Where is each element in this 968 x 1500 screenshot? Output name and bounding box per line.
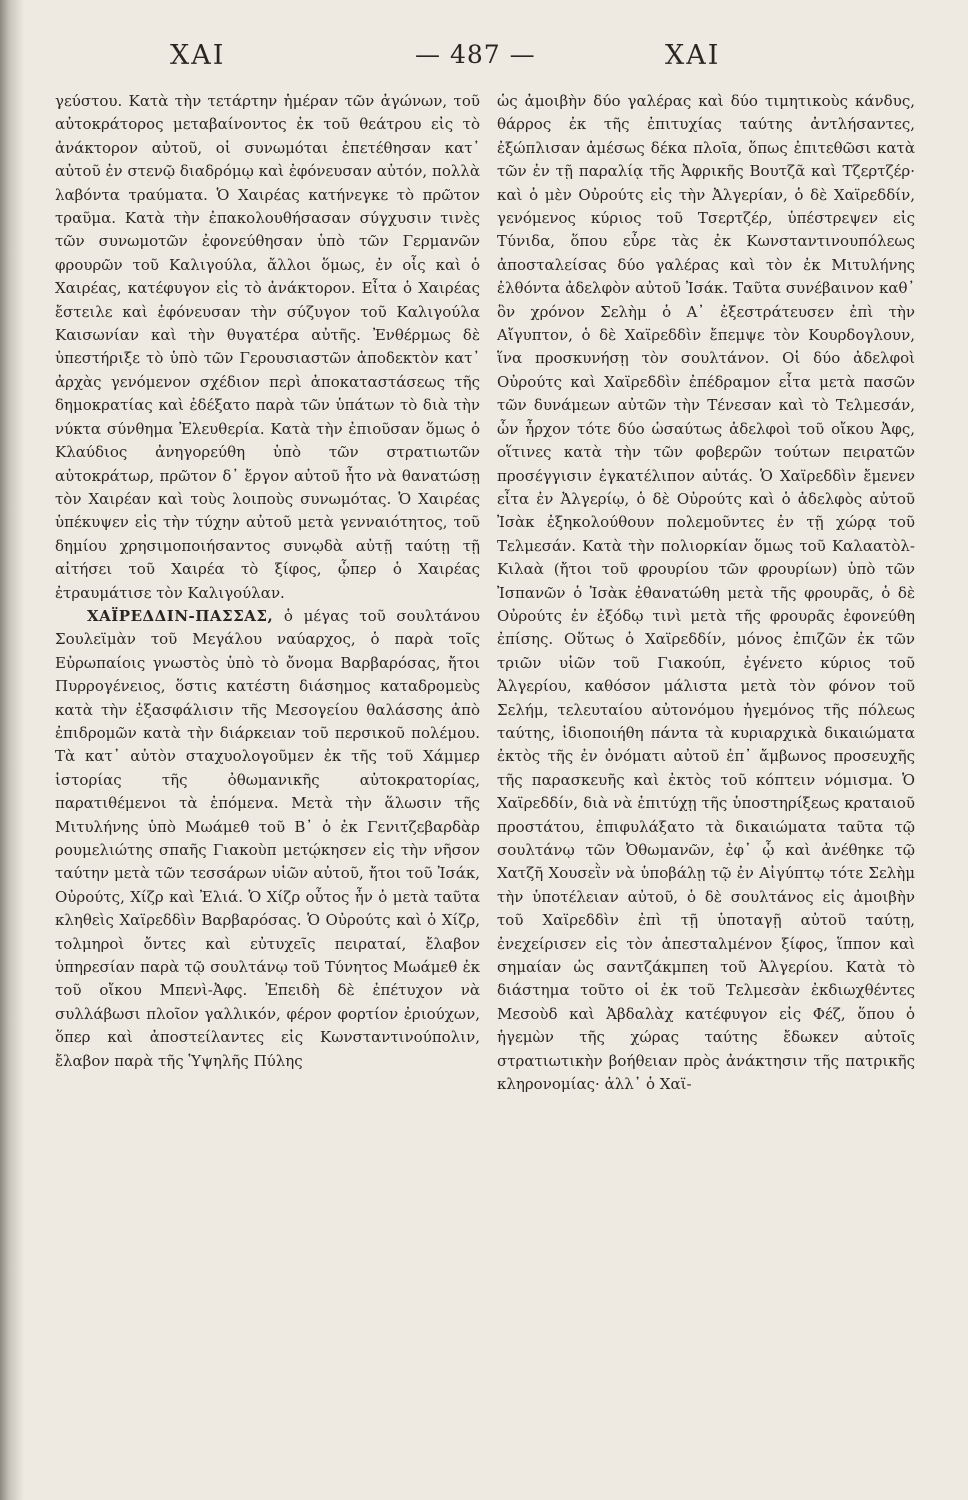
left-paragraph-2 xyxy=(55,605,480,1073)
binding-shadow xyxy=(0,0,24,1500)
page-number: — 487 — xyxy=(415,40,536,69)
header-left-catchword: ΧΑΙ xyxy=(170,40,226,71)
right-column xyxy=(497,90,915,1470)
right-paragraph-1: ὡς ἀμοιβὴν δύο γαλέρας καὶ δύο τιμητικοὺς κάνδυς, θάρρος ἐκ τῆς ἐπιτυχίας ταύτης ἀντλήσαντες, ἐξώπλισαν ἀμέσως δέκα πλοῖα, ὅπως ἐπιτεθῶσι κατὰ τῶν ἐν τῇ παραλίᾳ τῆς Ἀφρικῆς Βουτζᾶ καὶ Τζερτζέρ· καὶ ὁ μὲν Οὐρούτς εἰς τὴν Ἀλγερίαν, ὁ δὲ Χαϊρεδδίν, γενόμενος κύριος τοῦ Τσερτζέρ, ὑπέστρεψεν εἰς Τύνιδα, ὅπου εὗρε τὰς ἐκ Κωνσταντινουπόλεως ἀποσταλείσας δύο γαλέρας καὶ τὸν ἐκ Μιτυλήνης ἐλθόντα ἀδελφὸν αὐτοῦ Ἰσάκ. Ταῦτα συνέβαινον καθ᾽ ὃν χρόνον Σελὴμ ὁ Α᾽ ἐξεστράτευσεν ἐπὶ τὴν Αἴγυπτον, ὁ δὲ Χαϊρεδδὶν ἔπεμψε τὸν Κουρδογλουν, ἵνα προσκυνήσῃ τὸν σουλτάνον. Οἱ δύο ἀδελφοὶ Οὐρούτς καὶ Χαϊρεδδὶν ἐπέδραμον εἶτα μετὰ πασῶν τῶν δυνάμεων αὐτῶν τὴν Τένεσαν καὶ τὸ Τελμεσάν, ὧν ἦρχον τότε δύο ὡσαύτως ἀδελφοὶ τοῦ οἴκου Ἀφς, οἵτινες κατὰ τὴν τῶν φοβερῶν τούτων πειρατῶν προσέγγισιν ἐγκατέλιπον αὐτάς. Ὁ Χαϊρεδδὶν ἔμενεν εἶτα ἐν Ἀλγερίῳ, ὁ δὲ Οὐρούτς καὶ ὁ ἀδελφὸς αὐτοῦ Ἰσὰκ ἐξηκολούθουν πολεμοῦντες ἐν τῇ χώρᾳ τοῦ Τελμεσάν. Κατὰ τὴν πολιορκίαν ὅμως τοῦ Καλαατὸλ-Κιλαὰ (ἤτοι τοῦ φρουρίου τῶν φρουρίων) ὑπὸ τῶν Ἰσπανῶν ὁ Ἰσὰκ ἐθανατώθη μετὰ τῆς φρουρᾶς, ὁ δὲ Οὐρούτς ἐν ἐξόδῳ τινὶ μετὰ τῆς φρουρᾶς ἐφονεύθη ἐπίσης. Οὕτως ὁ Χαϊρεδδίν, μόνος ἐπιζῶν ἐκ τῶν τριῶν υἱῶν τοῦ Γιακούπ, ἐγένετο κύριος τοῦ Ἀλγερίου, καθόσον μάλιστα μετὰ τὸν φόνον τοῦ Σελήμ, τελευταίου αὐτονόμου ἡγεμόνος τῆς πόλεως ταύτης, ἰδιοποιήθη πάντα τὰ κυριαρχικὰ δικαιώματα ἐκτὸς τῆς ἐν ὀνόματι αὐτοῦ ἐπ᾽ ἄμβωνος προσευχῆς τῆς παρασκευῆς καὶ ἐκτὸς τοῦ κόπτειν νόμισμα. Ὁ Χαϊρεδδίν, διὰ νὰ ἐπιτύχῃ τῆς ὑποστηρίξεως κραταιοῦ προστάτου, ἐπιφυλάξατο τὰ δικαιώματα ταῦτα τῷ σουλτάνῳ τῶν Ὀθωμανῶν, ἐφ᾽ ᾧ καὶ ἀνέθηκε τῷ Χατζῆ Χουσεῒν νὰ ὑποβάλῃ τῷ ἐν Αἰγύπτῳ τότε Σελὴμ τὴν ὑποτέλειαν αὐτοῦ, ὁ δὲ σουλτάνος εἰς ἀμοιβὴν τοῦ Χαϊρεδδὶν ἐπὶ τῇ ὑποταγῇ αὐτοῦ ταύτῃ, ἐνεχείρισεν εἰς τὸν ἀπεσταλμένον ξίφος, ἵππον καὶ σημαίαν ὡς σαντζάκμπεη τοῦ Ἀλγερίου. Κατὰ τὸ διάστημα τοῦτο οἱ ἐκ τοῦ Τελμεσὰν ἐκδιωχθέντες Μεσοὺδ καὶ Ἀβδαλὰχ κατέφυγον εἰς Φέζ, ὅπου ὁ ἡγεμὼν τῆς χώρας ταύτης ἔδωκεν αὐτοῖς στρατιωτικὴν βοήθειαν πρὸς ἀνάκτησιν τῆς πατρικῆς κληρονομίας· ἀλλ᾽ ὁ Χαϊ- xyxy=(497,92,915,1094)
header-right-catchword: ΧΑΙ xyxy=(665,40,721,71)
left-paragraph-1: γεύστου. Κατὰ τὴν τετάρτην ἡμέραν τῶν ἀγώνων, τοῦ αὐτοκράτορος μεταβαίνοντος ἐκ τοῦ θεάτρου εἰς τὸ ἀνάκτορον αὐτοῦ, οἱ συνωμόται ἐπετέθησαν κατ᾽ αὐτοῦ ἐν στενῷ διαδρόμῳ καὶ ἐφόνευσαν αὐτόν, πολλὰ λαβόντα τραύματα. Ὁ Χαιρέας κατήνεγκε τὸ πρῶτον τραῦμα. Κατὰ τὴν ἐπακολουθήσασαν σύγχυσιν τινὲς τῶν συνωμοτῶν ἐφονεύθησαν ὑπὸ τῶν Γερμανῶν φρουρῶν τοῦ Καλιγούλα, ἄλλοι ὅμως, ἐν οἷς καὶ ὁ Χαιρέας, κατέφυγον εἰς τὸ ἀνάκτορον. Εἶτα ὁ Χαιρέας ἔστειλε καὶ ἐφόνευσαν τὴν σύζυγον τοῦ Καλιγούλα Καισωνίαν καὶ τὴν θυγατέρα αὐτῆς. Ἐνθέρμως δὲ ὑπεστήριξε τὸ ὑπὸ τῶν Γερουσιαστῶν ἀποδεκτὸν κατ᾽ ἀρχὰς γενόμενον σχέδιον περὶ ἀποκαταστάσεως τῆς δημοκρατίας καὶ ἐδέξατο παρὰ τῶν ὑπάτων τὸ διὰ τὴν νύκτα σύνθημα Ἐλευθερία. Κατὰ τὴν ἐπιοῦσαν ὅμως ὁ Κλαύδιος ἀνηγορεύθη ὑπὸ τῶν στρατιωτῶν αὐτοκράτωρ, πρῶτον δ᾽ ἔργον αὐτοῦ ἦτο νὰ θανατώσῃ τὸν Χαιρέαν καὶ τοὺς λοιποὺς συνωμότας. Ὁ Χαιρέας ὑπέκυψεν εἰς τὴν τύχην αὐτοῦ μετὰ γενναιότητος, τοῦ δημίου χρησιμοποιήσαντος συνῳδὰ αὐτῇ ταύτῃ τῇ αἰτήσει τοῦ Χαιρέα τὸ ξίφος, ᾧπερ ὁ Χαιρέας ἐτραυμάτισε τὸν Καλιγούλαν. xyxy=(55,92,480,602)
left-column xyxy=(55,90,480,1470)
entry-title: ΧΑΪΡΕΔΔΙΝ-ΠΑΣΣΑΣ, xyxy=(87,606,274,625)
entry-body: ὁ μέγας τοῦ σουλτάνου Σουλεϊμὰν τοῦ Μεγάλου ναύαρχος, ὁ παρὰ τοῖς Εὐρωπαίοις γνωστὸς ὑπὸ τὸ ὄνομα Βαρβαρόσας, ἤτοι Πυρρογένειος, ὅστις κατέστη διάσημος καταδρομεὺς κατὰ τὴν ἐξασφάλισιν τῆς Μεσογείου θαλάσσης ἀπὸ ἐπιδρομῶν κατὰ τὴν διάρκειαν τοῦ περσικοῦ πολέμου. Τὰ κατ᾽ αὐτὸν σταχυολογοῦμεν ἐκ τῆς τοῦ Χάμμερ ἱστορίας τῆς ὀθωμανικῆς αὐτοκρατορίας, παρατιθέμενοι τὰ ἑπόμενα. Μετὰ τὴν ἅλωσιν τῆς Μιτυλήνης ὑπὸ Μωάμεθ τοῦ Β᾽ ὁ ἐκ Γενιτζεβαρδὰρ ρουμελιώτης σπαῆς Γιακοὺπ μετῴκησεν εἰς τὴν νῆσον ταύτην μετὰ τῶν τεσσάρων υἱῶν αὐτοῦ, ἤτοι τοῦ Ἰσάκ, Οὐρούτς, Χίζρ καὶ Ἐλιά. Ὁ Χίζρ οὗτος ἦν ὁ μετὰ ταῦτα κληθεὶς Χαϊρεδδὶν Βαρβαρόσας. Ὁ Οὐρούτς καὶ ὁ Χίζρ, τολμηροὶ ὄντες καὶ εὐτυχεῖς πειραταί, ἔλαβον ὑπηρεσίαν παρὰ τῷ σουλτάνῳ τοῦ Τύνητος Μωάμεθ ἐκ τοῦ οἴκου Μπενὶ-Ἀφς. Ἐπειδὴ δὲ ἐπέτυχον νὰ συλλάβωσι πλοῖον γαλλικόν, φέρον φορτίον ἐριούχων, ὅπερ καὶ ἀποστείλαντες εἰς Κωνσταντινούπολιν, ἔλαβον παρὰ τῆς Ὑψηλῆς Πύλης xyxy=(55,606,480,1070)
running-header xyxy=(110,36,900,76)
